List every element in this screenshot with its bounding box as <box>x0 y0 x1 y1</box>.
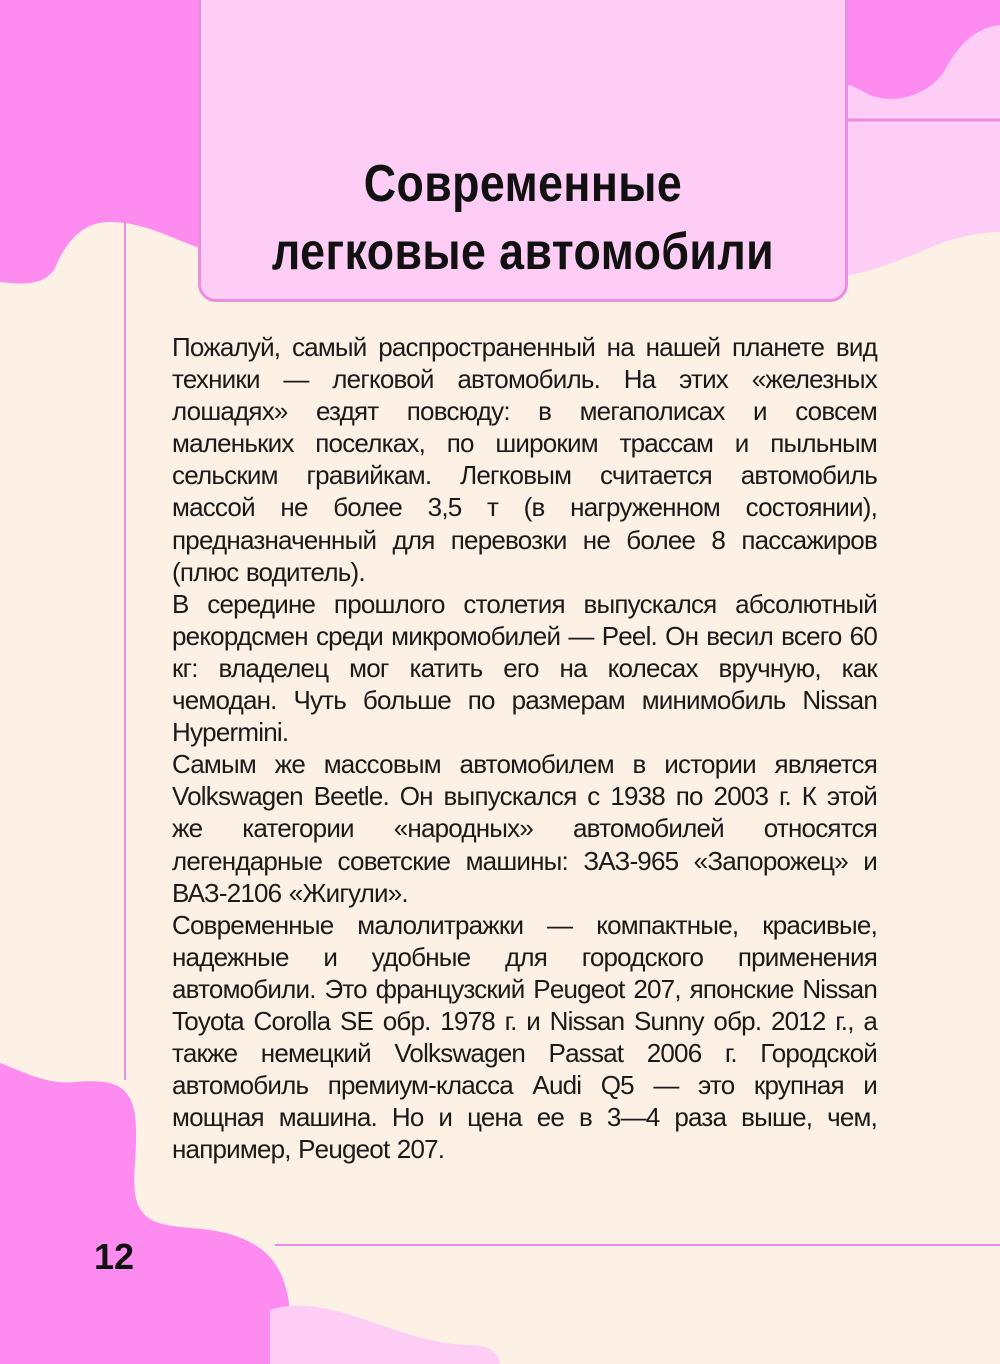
page-number: 12 <box>94 1236 135 1277</box>
paragraph-4: Современные малолитражки — компактные, красивые, надежные и удобные для городского применения автомобили. Это французский Peugeot 207, японские Nissan Toyota Corolla SE обр. 1978 г. и Nissan Sunny обр. 2012 г., а также немецкий Volkswagen Passat 2006 г. Городской автомобиль премиум-класса Audi Q5 — это крупная и мощная машина. Но и цена ее в 3—4 раза выше, чем, например, Peugeot 207. <box>172 909 877 1165</box>
article-body <box>172 331 877 1165</box>
right-wave-blob <box>848 152 1000 275</box>
page-title <box>244 150 803 286</box>
paragraph-2: В середине прошлого столетия выпускался абсолютный рекордсмен среди микромобилей — Peel. Он весил всего 60 кг: владелец мог катить его на колесах вручную, как чемодан. Чуть больше по размерам минимобиль Nissan Hypermini. <box>172 588 877 748</box>
top-left-blob <box>0 0 200 284</box>
paragraph-1: Пожалуй, самый распространенный на нашей планете вид техники — легковой автомобиль. На этих «железных лошадях» ездят повсюду: в мегаполисах и совсем маленьких поселках, по широким трассам и пыльным сельским гравийкам. Легковым считается автомобиль массой не более 3,5 т (в нагруженном состоянии), предназначенный для перевозки не более 8 пассажиров (плюс водитель). <box>172 332 877 587</box>
bottom-right-light-blob <box>270 1306 500 1364</box>
title-line-2: легковые автомобили <box>271 223 775 281</box>
title-line-1: Современные <box>363 155 683 213</box>
paragraph-3: Самым же массовым автомобилем в истории является Volkswagen Beetle. Он выпускался с 1938 по 2003 г. К этой же категории «народных» автомобилей относятся легендарные советские машины: ЗАЗ-965 «Запорожец» и ВАЗ-2106 «Жигули». <box>172 749 877 908</box>
